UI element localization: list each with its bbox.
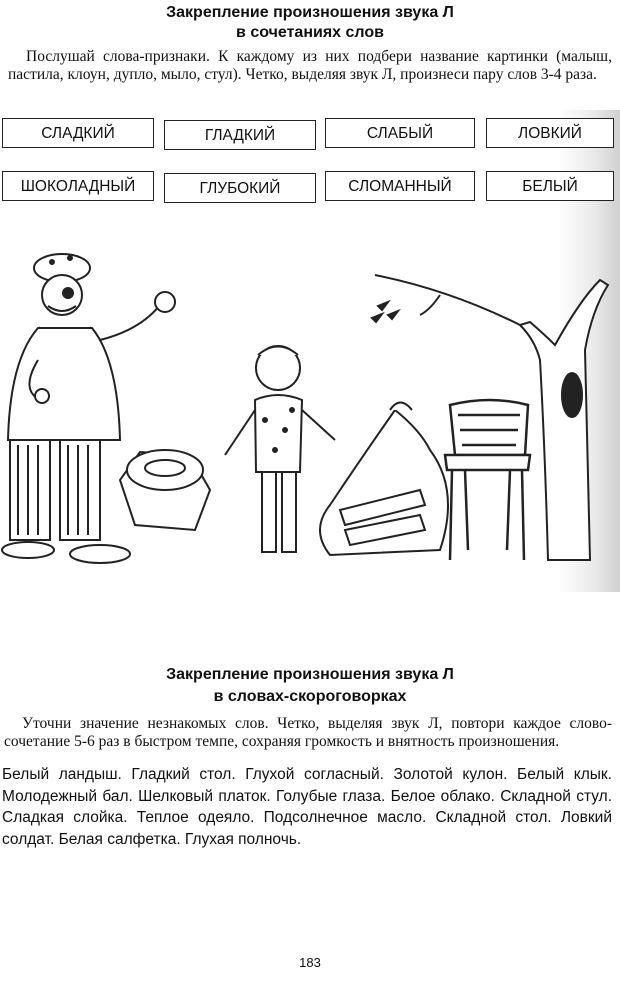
section2-title-line2: в словах-скороговорках <box>213 688 407 705</box>
word-card: БЕЛЫЙ <box>486 171 614 201</box>
soap-picture <box>120 450 210 530</box>
section1-title-line2: в сочетаниях слов <box>236 24 384 41</box>
word-card: СЛАБЫЙ <box>325 118 475 148</box>
page-number: 183 <box>299 955 321 970</box>
section2-title-line1: Закрепление произношения звука Л <box>166 666 454 683</box>
word-card: СЛОМАННЫЙ <box>325 171 475 201</box>
word-card: ГЛАДКИЙ <box>164 120 316 150</box>
child-picture <box>225 346 335 552</box>
word-card: ЛОВКИЙ <box>486 118 614 148</box>
chair-picture <box>445 400 530 560</box>
tongue-twister-phrases: Белый ландыш. Гладкий стол. Глухой согласный. Золотой кулон. Белый клык. Молодежный бал. Шелковый платок. Голубые глаза. Белое облако. Складной стул. Сладкая слойка. Теплое одеяло. Подсолнечное масло. Складной стол. Ловкий солдат. Белая салфетка. Глухая полночь. <box>2 766 612 848</box>
word-card: СЛАДКИЙ <box>2 118 154 148</box>
section2-instruction: Уточни значение незнакомых слов. Четко, выделяя звук Л, повтори каждое слово-сочетание 5-6 раз в быстром темпе, сохраняя громкость и внятность произношения. <box>4 715 612 750</box>
word-card: ШОКОЛАДНЫЙ <box>2 171 154 201</box>
pastila-bag-picture <box>320 403 448 556</box>
word-card: ГЛУБОКИЙ <box>164 173 316 203</box>
section1-instruction: Послушай слова-признаки. К каждому из них подбери название картинки (малыш, пастила, клоун, дупло, мыло, стул). Четко, выделяя звук Л, произнеси пару слов 3-4 раза. <box>8 48 612 83</box>
section1-title-line1: Закрепление произношения звука Л <box>166 4 454 21</box>
